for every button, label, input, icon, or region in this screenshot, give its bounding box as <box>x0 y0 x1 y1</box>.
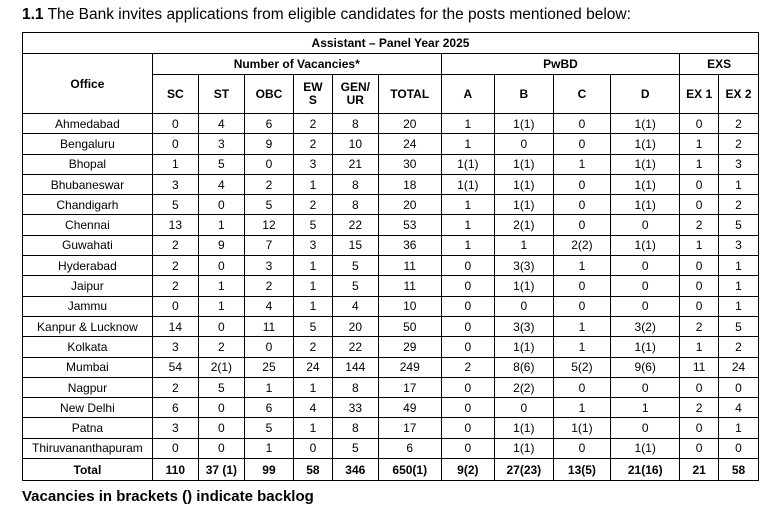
value-cell: 2 <box>718 195 758 215</box>
value-cell: 144 <box>332 357 378 377</box>
value-cell: 0 <box>441 398 494 418</box>
value-cell: 0 <box>152 438 198 458</box>
value-cell: 2 <box>152 377 198 397</box>
value-cell: 0 <box>553 438 611 458</box>
intro-line <box>22 6 631 24</box>
value-cell: 3 <box>718 235 758 255</box>
value-cell: 2(1) <box>495 215 554 235</box>
office-cell: Jaipur <box>23 276 153 296</box>
total-cell: 650(1) <box>378 459 441 481</box>
value-cell: 3 <box>152 174 198 194</box>
value-cell: 1(1) <box>611 337 680 357</box>
value-cell: 1 <box>718 256 758 276</box>
value-cell: 0 <box>553 377 611 397</box>
value-cell: 1(1) <box>495 276 554 296</box>
value-cell: 0 <box>198 398 244 418</box>
value-cell: 20 <box>378 114 441 134</box>
value-cell: 1(1) <box>611 114 680 134</box>
value-cell: 10 <box>378 296 441 316</box>
office-cell: Guwahati <box>23 235 153 255</box>
column-header: EW S <box>294 75 333 114</box>
value-cell: 3 <box>718 154 758 174</box>
value-cell: 1 <box>495 235 554 255</box>
value-cell: 3(3) <box>495 256 554 276</box>
value-cell: 1 <box>198 296 244 316</box>
value-cell: 0 <box>495 134 554 154</box>
value-cell: 5 <box>332 438 378 458</box>
office-cell: New Delhi <box>23 398 153 418</box>
value-cell: 8 <box>332 174 378 194</box>
value-cell: 6 <box>244 114 293 134</box>
value-cell: 9 <box>198 235 244 255</box>
office-cell: Ahmedabad <box>23 114 153 134</box>
vacancy-table <box>22 32 759 481</box>
value-cell: 1(1) <box>495 418 554 438</box>
office-cell: Bhubaneswar <box>23 174 153 194</box>
value-cell: 5 <box>294 316 333 336</box>
value-cell: 0 <box>198 195 244 215</box>
value-cell: 53 <box>378 215 441 235</box>
value-cell: 3(2) <box>611 316 680 336</box>
value-cell: 2 <box>718 114 758 134</box>
value-cell: 2 <box>294 114 333 134</box>
value-cell: 17 <box>378 377 441 397</box>
table-row <box>23 296 759 316</box>
value-cell: 1 <box>718 296 758 316</box>
column-header: TOTAL <box>378 75 441 114</box>
pwbd-group-header: PwBD <box>441 54 680 75</box>
value-cell: 12 <box>244 215 293 235</box>
table-row <box>23 337 759 357</box>
office-header: Office <box>23 54 153 114</box>
column-header: EX 2 <box>718 75 758 114</box>
column-header: GEN/ UR <box>332 75 378 114</box>
value-cell: 3(3) <box>495 316 554 336</box>
table-row <box>23 154 759 174</box>
value-cell: 0 <box>611 276 680 296</box>
value-cell: 24 <box>294 357 333 377</box>
value-cell: 54 <box>152 357 198 377</box>
value-cell: 3 <box>152 337 198 357</box>
value-cell: 5 <box>332 256 378 276</box>
total-cell: 27(23) <box>495 459 554 481</box>
value-cell: 24 <box>378 134 441 154</box>
value-cell: 0 <box>553 114 611 134</box>
value-cell: 22 <box>332 337 378 357</box>
table-row <box>23 195 759 215</box>
value-cell: 0 <box>244 337 293 357</box>
value-cell: 1(1) <box>611 154 680 174</box>
total-cell: 58 <box>718 459 758 481</box>
value-cell: 1 <box>152 154 198 174</box>
value-cell: 13 <box>152 215 198 235</box>
value-cell: 49 <box>378 398 441 418</box>
value-cell: 4 <box>718 398 758 418</box>
value-cell: 0 <box>152 134 198 154</box>
value-cell: 1 <box>294 296 333 316</box>
value-cell: 0 <box>680 174 719 194</box>
value-cell: 0 <box>495 296 554 316</box>
office-cell: Kolkata <box>23 337 153 357</box>
value-cell: 1(1) <box>441 174 494 194</box>
table-row <box>23 114 759 134</box>
value-cell: 8 <box>332 418 378 438</box>
value-cell: 4 <box>294 398 333 418</box>
value-cell: 1(1) <box>495 174 554 194</box>
value-cell: 1 <box>553 316 611 336</box>
value-cell: 1(1) <box>495 195 554 215</box>
value-cell: 0 <box>152 296 198 316</box>
table-row <box>23 256 759 276</box>
value-cell: 24 <box>718 357 758 377</box>
value-cell: 1 <box>294 418 333 438</box>
table-row <box>23 438 759 458</box>
value-cell: 0 <box>495 398 554 418</box>
value-cell: 0 <box>680 114 719 134</box>
value-cell: 1 <box>441 215 494 235</box>
value-cell: 3 <box>198 134 244 154</box>
value-cell: 0 <box>611 215 680 235</box>
value-cell: 0 <box>441 377 494 397</box>
value-cell: 1(1) <box>495 114 554 134</box>
value-cell: 8(6) <box>495 357 554 377</box>
value-cell: 21 <box>332 154 378 174</box>
value-cell: 2 <box>152 256 198 276</box>
value-cell: 2 <box>244 174 293 194</box>
office-cell: Bhopal <box>23 154 153 174</box>
value-cell: 5 <box>718 215 758 235</box>
value-cell: 1 <box>294 174 333 194</box>
value-cell: 0 <box>611 256 680 276</box>
total-cell: 13(5) <box>553 459 611 481</box>
total-label: Total <box>23 459 153 481</box>
value-cell: 11 <box>680 357 719 377</box>
value-cell: 2(2) <box>495 377 554 397</box>
value-cell: 1(1) <box>611 174 680 194</box>
value-cell: 8 <box>332 377 378 397</box>
column-header: OBC <box>244 75 293 114</box>
value-cell: 1 <box>441 235 494 255</box>
total-cell: 9(2) <box>441 459 494 481</box>
value-cell: 0 <box>680 256 719 276</box>
value-cell: 1(1) <box>611 438 680 458</box>
total-cell: 21 <box>680 459 719 481</box>
value-cell: 17 <box>378 418 441 438</box>
table-row <box>23 276 759 296</box>
value-cell: 0 <box>680 296 719 316</box>
total-cell: 110 <box>152 459 198 481</box>
total-cell: 346 <box>332 459 378 481</box>
value-cell: 1(1) <box>553 418 611 438</box>
value-cell: 1 <box>553 337 611 357</box>
value-cell: 0 <box>553 195 611 215</box>
value-cell: 3 <box>294 235 333 255</box>
value-cell: 2 <box>294 195 333 215</box>
value-cell: 0 <box>680 418 719 438</box>
value-cell: 50 <box>378 316 441 336</box>
value-cell: 22 <box>332 215 378 235</box>
value-cell: 0 <box>680 377 719 397</box>
value-cell: 2 <box>244 276 293 296</box>
backlog-note: Vacancies in brackets () indicate backlog <box>22 488 314 505</box>
value-cell: 0 <box>198 316 244 336</box>
value-cell: 25 <box>244 357 293 377</box>
value-cell: 11 <box>378 276 441 296</box>
section-number: 1.1 <box>22 6 44 23</box>
office-cell: Kanpur & Lucknow <box>23 316 153 336</box>
value-cell: 0 <box>441 276 494 296</box>
value-cell: 1 <box>441 134 494 154</box>
value-cell: 3 <box>244 256 293 276</box>
value-cell: 33 <box>332 398 378 418</box>
value-cell: 1 <box>198 276 244 296</box>
value-cell: 5 <box>198 154 244 174</box>
value-cell: 2 <box>718 337 758 357</box>
total-cell: 21(16) <box>611 459 680 481</box>
value-cell: 1(1) <box>611 134 680 154</box>
value-cell: 6 <box>152 398 198 418</box>
value-cell: 1 <box>441 195 494 215</box>
total-cell: 37 (1) <box>198 459 244 481</box>
value-cell: 1 <box>294 256 333 276</box>
value-cell: 0 <box>198 256 244 276</box>
value-cell: 30 <box>378 154 441 174</box>
value-cell: 249 <box>378 357 441 377</box>
value-cell: 1 <box>553 398 611 418</box>
value-cell: 0 <box>611 418 680 438</box>
value-cell: 1 <box>718 418 758 438</box>
value-cell: 0 <box>680 276 719 296</box>
value-cell: 1(1) <box>495 154 554 174</box>
value-cell: 1 <box>680 134 719 154</box>
value-cell: 1 <box>294 276 333 296</box>
value-cell: 10 <box>332 134 378 154</box>
column-header: D <box>611 75 680 114</box>
value-cell: 1(1) <box>441 154 494 174</box>
value-cell: 0 <box>680 195 719 215</box>
value-cell: 1 <box>553 256 611 276</box>
value-cell: 0 <box>611 377 680 397</box>
value-cell: 0 <box>611 296 680 316</box>
value-cell: 2 <box>441 357 494 377</box>
value-cell: 4 <box>332 296 378 316</box>
table-row <box>23 398 759 418</box>
value-cell: 0 <box>553 215 611 235</box>
value-cell: 2 <box>198 337 244 357</box>
value-cell: 1 <box>198 215 244 235</box>
value-cell: 0 <box>441 418 494 438</box>
office-cell: Jammu <box>23 296 153 316</box>
value-cell: 1 <box>680 337 719 357</box>
office-cell: Bengaluru <box>23 134 153 154</box>
value-cell: 18 <box>378 174 441 194</box>
value-cell: 1 <box>244 377 293 397</box>
value-cell: 4 <box>198 174 244 194</box>
value-cell: 2 <box>152 276 198 296</box>
value-cell: 5(2) <box>553 357 611 377</box>
value-cell: 1 <box>553 154 611 174</box>
value-cell: 0 <box>152 114 198 134</box>
vacancies-group-header: Number of Vacancies* <box>152 54 441 75</box>
value-cell: 4 <box>244 296 293 316</box>
value-cell: 20 <box>332 316 378 336</box>
office-cell: Mumbai <box>23 357 153 377</box>
value-cell: 0 <box>441 296 494 316</box>
value-cell: 2 <box>294 134 333 154</box>
value-cell: 2 <box>680 316 719 336</box>
value-cell: 5 <box>244 418 293 438</box>
table-row <box>23 134 759 154</box>
value-cell: 0 <box>441 438 494 458</box>
value-cell: 0 <box>680 438 719 458</box>
value-cell: 1 <box>441 114 494 134</box>
value-cell: 5 <box>718 316 758 336</box>
value-cell: 0 <box>198 438 244 458</box>
value-cell: 1(1) <box>495 337 554 357</box>
value-cell: 3 <box>294 154 333 174</box>
table-row <box>23 316 759 336</box>
value-cell: 2 <box>680 215 719 235</box>
table-title: Assistant – Panel Year 2025 <box>23 33 759 54</box>
exs-group-header: EXS <box>680 54 759 75</box>
value-cell: 11 <box>244 316 293 336</box>
column-header: SC <box>152 75 198 114</box>
table-row <box>23 174 759 194</box>
value-cell: 29 <box>378 337 441 357</box>
value-cell: 5 <box>294 215 333 235</box>
value-cell: 0 <box>718 377 758 397</box>
table-row <box>23 418 759 438</box>
column-header: A <box>441 75 494 114</box>
total-cell: 58 <box>294 459 333 481</box>
column-header: ST <box>198 75 244 114</box>
value-cell: 9 <box>244 134 293 154</box>
value-cell: 3 <box>152 418 198 438</box>
office-cell: Nagpur <box>23 377 153 397</box>
value-cell: 7 <box>244 235 293 255</box>
value-cell: 0 <box>244 154 293 174</box>
value-cell: 2 <box>294 337 333 357</box>
value-cell: 11 <box>378 256 441 276</box>
column-header: B <box>495 75 554 114</box>
value-cell: 8 <box>332 195 378 215</box>
value-cell: 1 <box>680 154 719 174</box>
value-cell: 0 <box>553 296 611 316</box>
value-cell: 0 <box>441 316 494 336</box>
value-cell: 1 <box>718 276 758 296</box>
value-cell: 1 <box>611 398 680 418</box>
value-cell: 2(1) <box>198 357 244 377</box>
value-cell: 9(6) <box>611 357 680 377</box>
value-cell: 1 <box>244 438 293 458</box>
office-cell: Thiruvananthapuram <box>23 438 153 458</box>
value-cell: 0 <box>553 134 611 154</box>
value-cell: 2 <box>680 398 719 418</box>
table-row <box>23 215 759 235</box>
value-cell: 5 <box>152 195 198 215</box>
column-header: C <box>553 75 611 114</box>
value-cell: 0 <box>441 337 494 357</box>
value-cell: 8 <box>332 114 378 134</box>
office-cell: Chandigarh <box>23 195 153 215</box>
value-cell: 5 <box>198 377 244 397</box>
office-cell: Patna <box>23 418 153 438</box>
table-row <box>23 357 759 377</box>
value-cell: 20 <box>378 195 441 215</box>
value-cell: 6 <box>378 438 441 458</box>
column-header: EX 1 <box>680 75 719 114</box>
value-cell: 0 <box>441 256 494 276</box>
value-cell: 2 <box>718 134 758 154</box>
value-cell: 36 <box>378 235 441 255</box>
table-row <box>23 377 759 397</box>
office-cell: Hyderabad <box>23 256 153 276</box>
value-cell: 2(2) <box>553 235 611 255</box>
value-cell: 15 <box>332 235 378 255</box>
value-cell: 0 <box>718 438 758 458</box>
value-cell: 1(1) <box>495 438 554 458</box>
value-cell: 1 <box>294 377 333 397</box>
value-cell: 1(1) <box>611 195 680 215</box>
total-cell: 99 <box>244 459 293 481</box>
value-cell: 0 <box>294 438 333 458</box>
value-cell: 6 <box>244 398 293 418</box>
value-cell: 4 <box>198 114 244 134</box>
value-cell: 1(1) <box>611 235 680 255</box>
value-cell: 1 <box>718 174 758 194</box>
intro-text: The Bank invites applications from eligible candidates for the posts mentioned below: <box>47 6 631 23</box>
value-cell: 0 <box>198 418 244 438</box>
value-cell: 14 <box>152 316 198 336</box>
value-cell: 0 <box>553 276 611 296</box>
table-row <box>23 235 759 255</box>
value-cell: 0 <box>553 174 611 194</box>
value-cell: 5 <box>244 195 293 215</box>
value-cell: 2 <box>152 235 198 255</box>
value-cell: 1 <box>680 235 719 255</box>
office-cell: Chennai <box>23 215 153 235</box>
value-cell: 5 <box>332 276 378 296</box>
total-row <box>23 459 759 481</box>
